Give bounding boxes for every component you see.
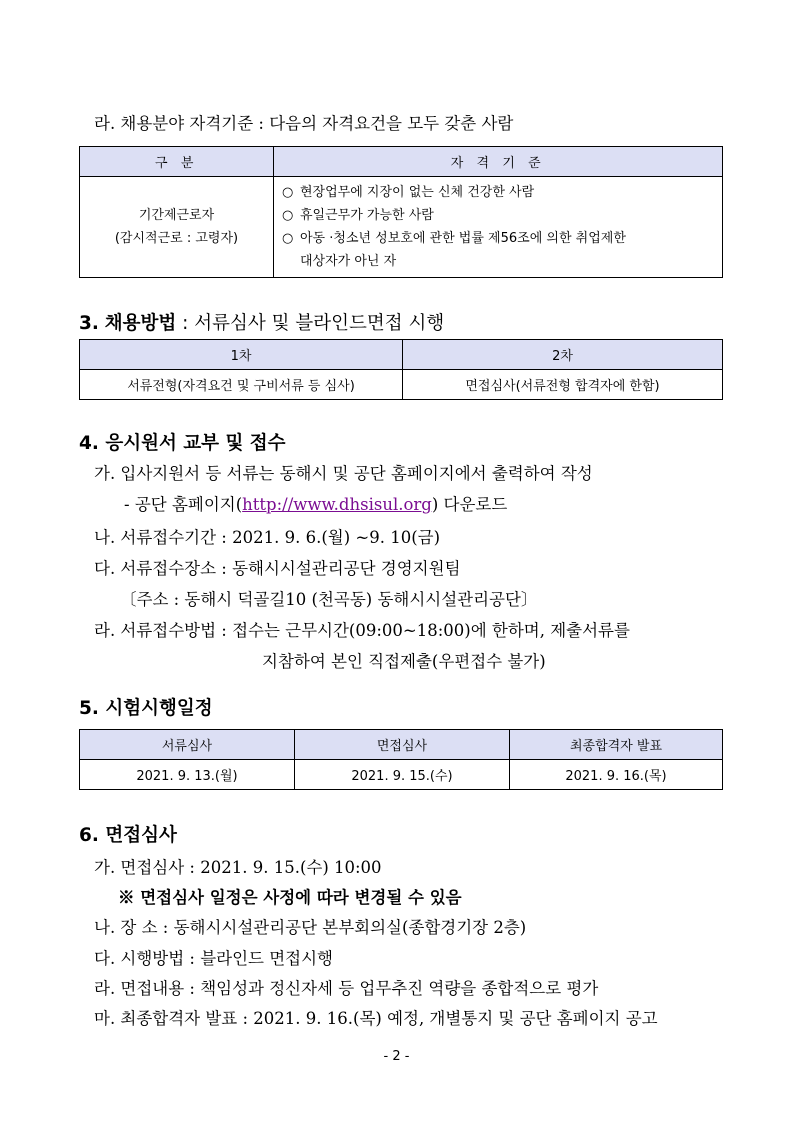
table-cell-criteria (274, 177, 723, 278)
section-3-heading: 3. 채용방법 : 서류심사 및 블라인드면접 시행 (79, 313, 445, 334)
section-4-item-ra-cont: 지참하여 본인 직접제출(우편접수 불가) (262, 652, 546, 671)
section-4-item-ga-sub: - 공단 홈페이지(http://www.dhsisul.org) 다운로드 (124, 495, 508, 514)
section-6-item-da: 다. 시행방법 : 블라인드 면접시행 (94, 949, 333, 968)
table-cell-first: 서류전형(자격요건 및 구비서류 등 심사) (80, 370, 403, 400)
exam-schedule-table (79, 729, 723, 790)
section-4-item-na: 나. 서류접수기간 : 2021. 9. 6.(월) ~9. 10(금) (94, 528, 441, 547)
category-line-2: (감시적근로 : 고령자) (114, 231, 239, 246)
circle-bullet-icon: ○ (282, 185, 294, 200)
table-header-interview: 면접심사 (295, 730, 510, 760)
table-cell-category (80, 177, 274, 278)
circle-bullet-icon: ○ (282, 231, 294, 246)
table-cell-final-date: 2021. 9. 16.(목) (510, 760, 723, 790)
criteria-item: ○ 휴일근무가 가능한 사람 (282, 204, 714, 227)
section-4-item-ra: 라. 서류접수방법 : 접수는 근무시간(09:00~18:00)에 한하며, 제출서류를 (94, 621, 630, 640)
section-6-item-na: 나. 장 소 : 동해시시설관리공단 본부회의실(종합경기장 2층) (94, 918, 527, 937)
table-header-second: 2차 (403, 340, 723, 370)
homepage-link[interactable]: http://www.dhsisul.org (242, 495, 432, 514)
table-header-final: 최종합격자 발표 (510, 730, 723, 760)
criteria-item-continued: 대상자가 아닌 자 (300, 254, 397, 269)
table-header-first: 1차 (80, 340, 403, 370)
section-6-item-ga: 가. 면접심사 : 2021. 9. 15.(수) 10:00 (94, 858, 382, 877)
section-6-note: ※ 면접심사 일정은 사정에 따라 변경될 수 있음 (118, 888, 462, 907)
category-line-1: 기간제근로자 (138, 208, 215, 223)
table-header-document: 서류심사 (80, 730, 295, 760)
table-cell-interview-date: 2021. 9. 15.(수) (295, 760, 510, 790)
section-6-item-ra: 라. 면접내용 : 책임성과 정신자세 등 업무추진 역량을 종합적으로 평가 (94, 979, 599, 998)
section-4-item-ga: 가. 입사지원서 등 서류는 동해시 및 공단 홈페이지에서 출력하여 작성 (94, 464, 593, 483)
section-4-item-da-sub: 〔주소 : 동해시 덕골길10 (천곡동) 동해시시설관리공단〕 (120, 590, 538, 609)
page-number: - 2 - (383, 1049, 410, 1064)
section-4-item-da: 다. 서류접수장소 : 동해시시설관리공단 경영지원팀 (94, 559, 461, 578)
qualification-table (79, 146, 723, 278)
criteria-item: ○ 아동 ·청소년 성보호에 관한 법률 제56조에 의한 취업제한 (282, 227, 714, 250)
section-6-item-ma: 마. 최종합격자 발표 : 2021. 9. 16.(목) 예정, 개별통지 및 공단 홈페이지 공고 (94, 1009, 658, 1028)
table-header-criteria: 자 격 기 준 (274, 147, 723, 177)
recruitment-method-table (79, 339, 723, 400)
table-header-category: 구 분 (80, 147, 274, 177)
qualification-title: 라. 채용분야 자격기준 : 다음의 자격요건을 모두 갖춘 사람 (94, 114, 514, 133)
circle-bullet-icon: ○ (282, 208, 294, 223)
table-cell-second: 면접심사(서류전형 합격자에 한함) (403, 370, 723, 400)
table-cell-document-date: 2021. 9. 13.(월) (80, 760, 295, 790)
section-4-heading: 4. 응시원서 교부 및 접수 (79, 433, 286, 454)
criteria-item: ○ 현장업무에 지장이 없는 신체 건강한 사람 (282, 181, 714, 204)
section-5-heading: 5. 시험시행일정 (79, 698, 213, 719)
section-6-heading: 6. 면접심사 (79, 825, 177, 846)
